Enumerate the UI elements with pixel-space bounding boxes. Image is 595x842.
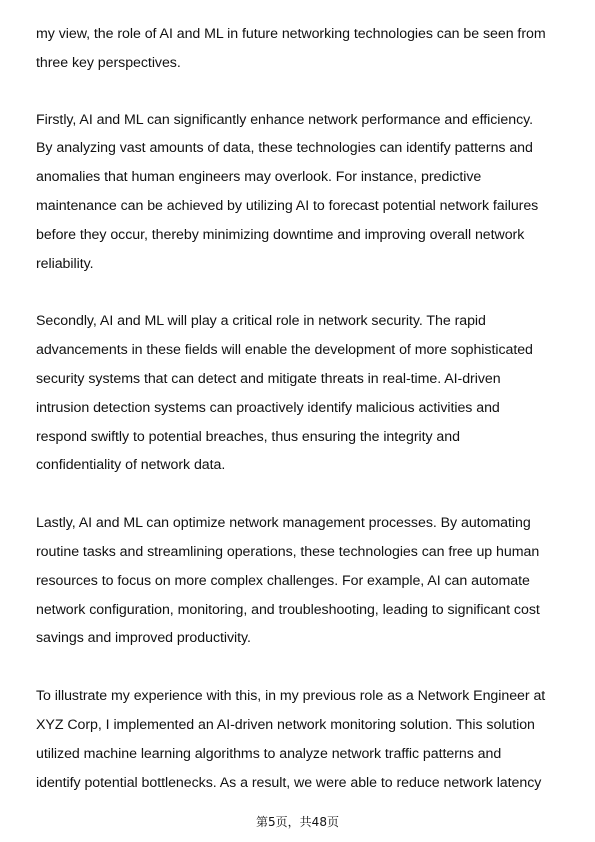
text-line: respond swiftly to potential breaches, thus ensuring the integrity and	[36, 428, 460, 445]
page-number-footer: 第5页，共48页	[256, 815, 339, 829]
text-line: identify potential bottlenecks. As a result, we were able to reduce network latency	[36, 774, 542, 791]
text-line: To illustrate my experience with this, in my previous role as a Network Engineer at	[36, 688, 546, 705]
text-line: network configuration, monitoring, and troubleshooting, leading to significant cost	[36, 601, 540, 618]
document-body	[36, 20, 568, 797]
text-line: my view, the role of AI and ML in future networking technologies can be seen from	[36, 26, 546, 42]
text-line: Lastly, AI and ML can optimize network management processes. By automating	[36, 515, 531, 532]
text-line: routine tasks and streamlining operations, these technologies can free up human	[36, 543, 540, 560]
text-line: Firstly, AI and ML can significantly enhance network performance and efficiency.	[36, 111, 534, 128]
text-line: anomalies that human engineers may overlook. For instance, predictive	[36, 169, 482, 186]
text-line: savings and improved productivity.	[36, 630, 251, 647]
text-line: reliability.	[36, 255, 94, 272]
paragraph-experience	[36, 682, 568, 797]
text-line: Secondly, AI and ML will play a critical role in network security. The rapid	[36, 313, 486, 330]
paragraph-performance	[36, 106, 568, 279]
text-line: XYZ Corp, I implemented an AI-driven network monitoring solution. This solution	[36, 716, 535, 733]
paragraph-management	[36, 509, 568, 653]
text-line: confidentiality of network data.	[36, 457, 226, 474]
text-line: three key perspectives.	[36, 54, 181, 71]
text-line: utilized machine learning algorithms to analyze network traffic patterns and	[36, 745, 502, 762]
text-line: before they occur, thereby minimizing downtime and improving overall network	[36, 226, 525, 243]
text-line: advancements in these fields will enable the development of more sophisticated	[36, 342, 533, 359]
text-line: maintenance can be achieved by utilizing AI to forecast potential network failures	[36, 197, 539, 214]
paragraph-security	[36, 307, 568, 480]
text-line: intrusion detection systems can proactively identify malicious activities and	[36, 399, 500, 416]
text-line: resources to focus on more complex challenges. For example, AI can automate	[36, 572, 530, 589]
paragraph-perspectives-intro	[36, 20, 568, 78]
text-line: security systems that can detect and mitigate threats in real-time. AI-driven	[36, 370, 501, 387]
text-line: By analyzing vast amounts of data, these technologies can identify patterns and	[36, 140, 533, 157]
